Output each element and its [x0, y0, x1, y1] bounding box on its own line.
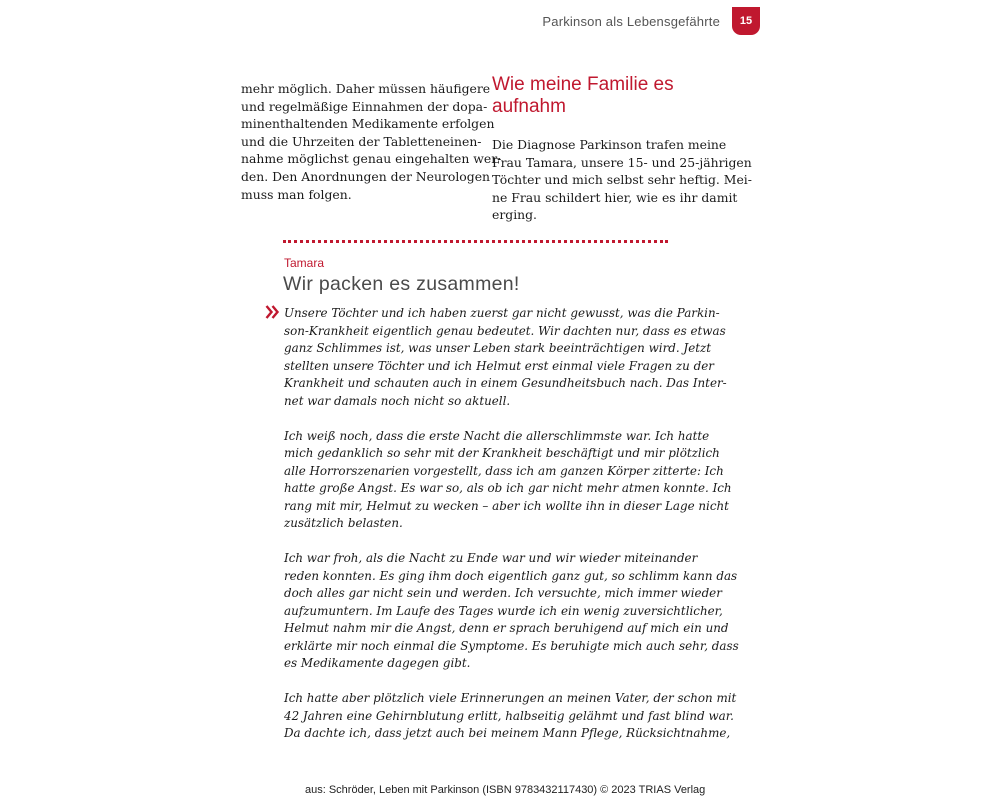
right-column-text [492, 136, 752, 224]
text-line: und die Uhrzeiten der Tabletteneinen- [241, 133, 482, 149]
text-line: reden konnten. Es ging ihm doch eigentlich ganz gut, so schlimm kann das [284, 568, 738, 583]
dotted-divider [283, 240, 668, 243]
box-title: Wir packen es zusammen! [283, 273, 520, 295]
text-line: erging. [492, 207, 538, 223]
text-line: Unsere Töchter und ich haben zuerst gar nicht gewusst, was die Parkin- [284, 306, 720, 320]
text-line: ganz Schlimmes ist, was unser Leben stark beeinträchtigen wird. Jetzt [284, 341, 712, 355]
right-column [492, 74, 752, 224]
text-line: doch alles gar nicht sein und werden. Ich versuchte, mich immer wieder [284, 586, 722, 600]
text-line: erklärte mir noch einmal die Symptome. Es beruhigte mich auch sehr, dass [284, 638, 739, 653]
quote-body [284, 305, 739, 760]
text-line: mich gedanklich so sehr mit der Krankheit beschäftigt und mir plötzlich [284, 446, 720, 460]
text-line: 42 Jahren eine Gehirnblutung erlitt, halbseitig gelähmt und fast blind war. [284, 708, 734, 723]
running-title: Parkinson als Lebensgefährte [542, 14, 720, 29]
text-line: net war damals noch nicht so aktuell. [284, 393, 511, 408]
section-heading [492, 74, 727, 118]
quote-paragraph [284, 428, 732, 533]
text-line: den. Den Anordnungen der Neurologen [241, 168, 491, 184]
quote-paragraph [284, 550, 739, 673]
text-line: Krankheit und schauten auch in einem Gesundheitsbuch nach. Das Inter- [284, 376, 727, 390]
text-line: nahme möglichst genau eingehalten wer- [241, 151, 502, 167]
text-line: Ich war froh, als die Nacht zu Ende war und wir wieder miteinander [284, 551, 698, 565]
text-line: ne Frau schildert hier, wie es ihr damit [492, 189, 738, 205]
text-line: Da dachte ich, dass jetzt auch bei meinem Mann Pflege, Rücksichtnahme, [284, 726, 731, 740]
text-line: alle Horrorszenarien vorgestellt, dass ich am ganzen Körper zitterte: Ich [284, 463, 724, 478]
left-column-text [241, 80, 502, 203]
text-line: zusätzlich belasten. [284, 516, 403, 530]
text-line: rang mit mir, Helmut zu wecken – aber ich wollte ihn in dieser Lage nicht [284, 498, 729, 513]
box-author-label: Tamara [284, 256, 325, 270]
quote-paragraph [284, 690, 737, 743]
text-line: Ich hatte aber plötzlich viele Erinnerungen an meinen Vater, der schon mit [284, 691, 737, 705]
text-line: muss man folgen. [241, 186, 352, 202]
text-line: Helmut nahm mir die Angst, denn er sprach beruhigend auf mich ein und [284, 621, 729, 635]
source-footer: aus: Schröder, Leben mit Parkinson (ISBN 9783432117430) © 2023 TRIAS Verlag [305, 784, 706, 796]
text-line: mehr möglich. Daher müssen häufigere [241, 81, 491, 96]
text-line: es Medikamente dagegen gibt. [284, 656, 471, 670]
text-line: stellten unsere Töchter und ich Helmut erst einmal viele Fragen zu der [284, 358, 714, 373]
heading-line: aufnahm [492, 96, 566, 117]
text-line: son-Krankheit eigentlich genau bedeutet. Wir dachten nur, dass es etwas [284, 323, 726, 338]
text-line: und regelmäßige Einnahmen der dopa- [241, 98, 488, 114]
text-line: Die Diagnose Parkinson trafen meine [492, 137, 727, 152]
text-line: Töchter und mich selbst sehr heftig. Mei- [492, 172, 752, 188]
quote-paragraph [284, 305, 727, 410]
double-chevron-right-icon [265, 304, 281, 320]
text-line: minenthaltenden Medikamente erfolgen [241, 116, 495, 132]
text-line: Ich weiß noch, dass die erste Nacht die allerschlimmste war. Ich hatte [284, 428, 710, 443]
text-line: aufzumuntern. Im Laufe des Tages wurde ich ein wenig zuversichtlicher, [284, 603, 723, 618]
page-number-badge: 15 [732, 7, 760, 35]
text-line: hatte große Angst. Es war so, als ob ich gar nicht mehr atmen konnte. Ich [284, 481, 732, 495]
text-line: Frau Tamara, unsere 15- und 25-jährigen [492, 154, 752, 170]
heading-line: Wie meine Familie es [492, 74, 674, 95]
